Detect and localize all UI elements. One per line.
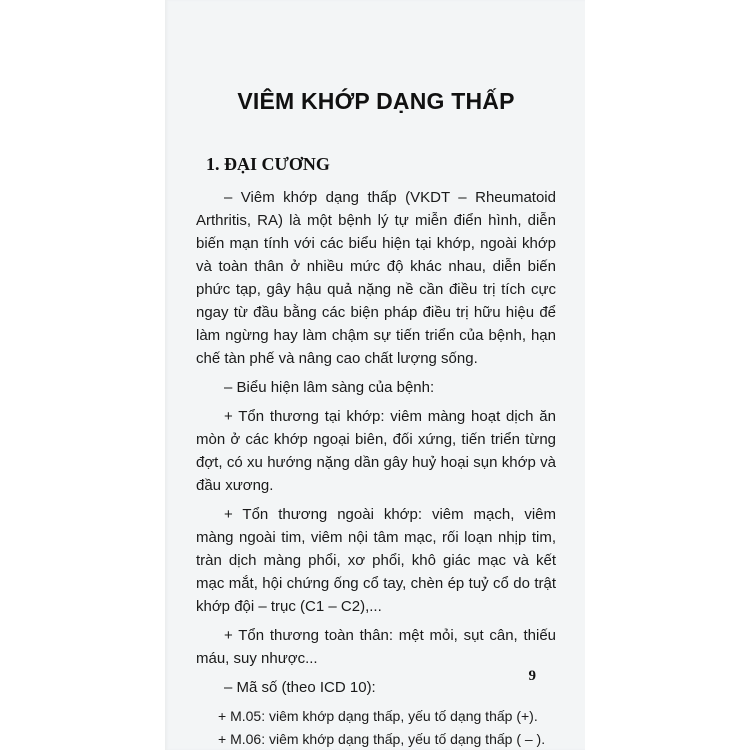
paragraph-joint-lesions: + Tổn thương tại khớp: viêm màng hoạt dịch ăn mòn ở các khớp ngoại biên, đối xứng, tiến triển từng đợt, có xu hướng nặng dần gây huỷ hoại sụn khớp và đầu xương. [196,408,556,494]
paragraph-icd-code: – Mã số (theo ICD 10): [224,679,376,696]
paragraph-extra-articular: + Tổn thương ngoài khớp: viêm mạch, viêm màng ngoài tim, viêm nội tâm mạc, rối loạn nhịp tim, tràn dịch màng phổi, xơ phổi, khô giác mạc và kết mạc mắt, hội chứng ống cổ tay, chèn ép tuỷ cổ do trật khớp đội – trục (C1 – C2),... [196,506,556,615]
page-title: VIÊM KHỚP DẠNG THẤP [237,88,515,114]
paragraph-systemic: + Tổn thương toàn thân: mệt mỏi, sụt cân, thiếu máu, suy nhược... [196,627,556,667]
page-content [196,0,556,750]
paragraph-definition: – Viêm khớp dạng thấp (VKDT – Rheumatoid Arthritis, RA) là một bệnh lý tự miễn điển hình, diễn biến mạn tính với các biểu hiện tại khớp, ngoài khớp và toàn thân ở nhiều mức độ khác nhau, diễn biến phức tạp, gây hậu quả nặng nề cần điều trị tích cực ngay từ đầu bằng các biện pháp điều trị hữu hiệu để làm ngừng hay làm chậm sự tiến triển của bệnh, hạn chế tàn phế và nâng cao chất lượng sống. [196,189,556,367]
code-m05: + M.05: viêm khớp dạng thấp, yếu tố dạng thấp (+). [218,708,538,724]
paragraph-clinical-intro: – Biểu hiện lâm sàng của bệnh: [224,379,435,396]
code-m06: + M.06: viêm khớp dạng thấp, yếu tố dạng thấp ( – ). [218,731,546,747]
section-heading: 1. ĐẠI CƯƠNG [206,154,330,174]
body-text [196,186,556,751]
page-number: 9 [528,668,536,684]
